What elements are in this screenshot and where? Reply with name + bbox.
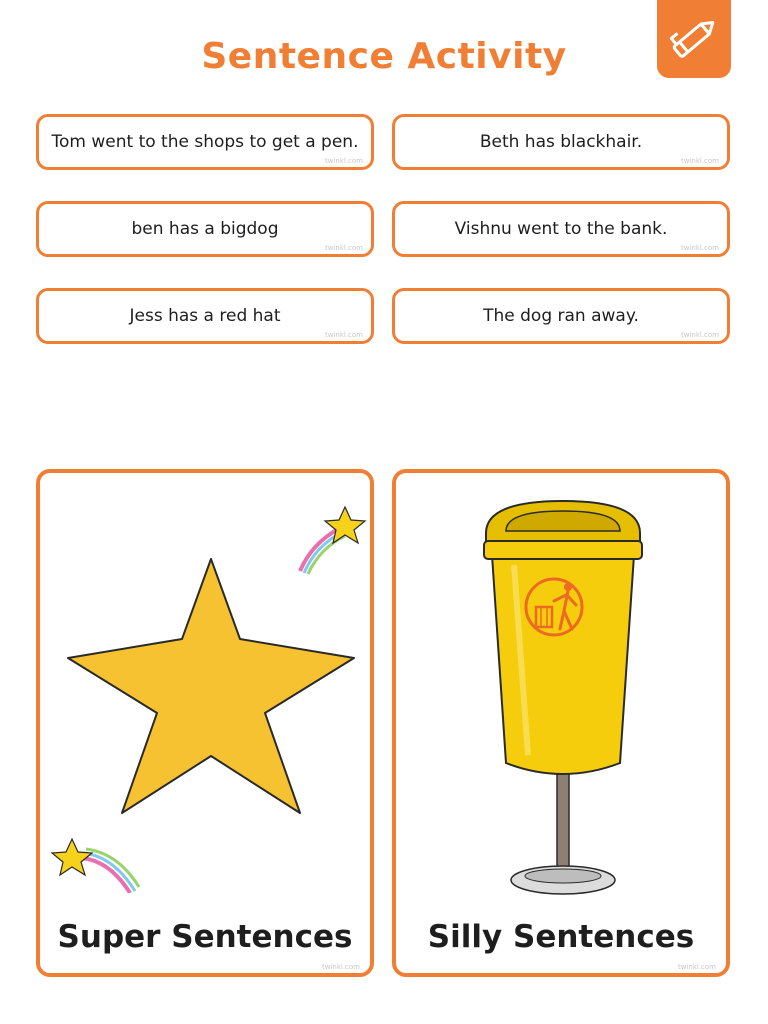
watermark: twinkl.com bbox=[324, 331, 363, 339]
silly-sentences-box[interactable] bbox=[392, 469, 730, 977]
sentence-card[interactable] bbox=[392, 114, 730, 170]
pencil-badge bbox=[657, 0, 731, 78]
super-sentences-box[interactable] bbox=[36, 469, 374, 977]
sentence-text: Tom went to the shops to get a pen. bbox=[51, 132, 359, 152]
watermark: twinkl.com bbox=[321, 963, 360, 971]
box-label: Silly Sentences bbox=[427, 919, 695, 955]
watermark: twinkl.com bbox=[677, 963, 716, 971]
sentence-text: Jess has a red hat bbox=[129, 306, 281, 326]
sentence-card[interactable] bbox=[36, 288, 374, 344]
watermark: twinkl.com bbox=[324, 244, 363, 252]
sentence-text: Beth has blackhair. bbox=[479, 132, 643, 152]
page-title: Sentence Activity bbox=[201, 36, 567, 77]
sentence-card[interactable] bbox=[392, 288, 730, 344]
watermark: twinkl.com bbox=[680, 331, 719, 339]
sentence-card[interactable] bbox=[392, 201, 730, 257]
watermark: twinkl.com bbox=[680, 157, 719, 165]
watermark: twinkl.com bbox=[324, 157, 363, 165]
sentence-text: Vishnu went to the bank. bbox=[454, 219, 668, 239]
pencil-icon bbox=[663, 8, 725, 70]
sentence-card[interactable] bbox=[36, 114, 374, 170]
star-icon bbox=[40, 473, 370, 893]
watermark: twinkl.com bbox=[680, 244, 719, 252]
litter-bin-icon bbox=[396, 473, 726, 913]
sentence-card[interactable] bbox=[36, 201, 374, 257]
sentence-text: ben has a bigdog bbox=[131, 219, 279, 239]
box-label: Super Sentences bbox=[57, 919, 353, 955]
sentence-text: The dog ran away. bbox=[483, 306, 639, 326]
